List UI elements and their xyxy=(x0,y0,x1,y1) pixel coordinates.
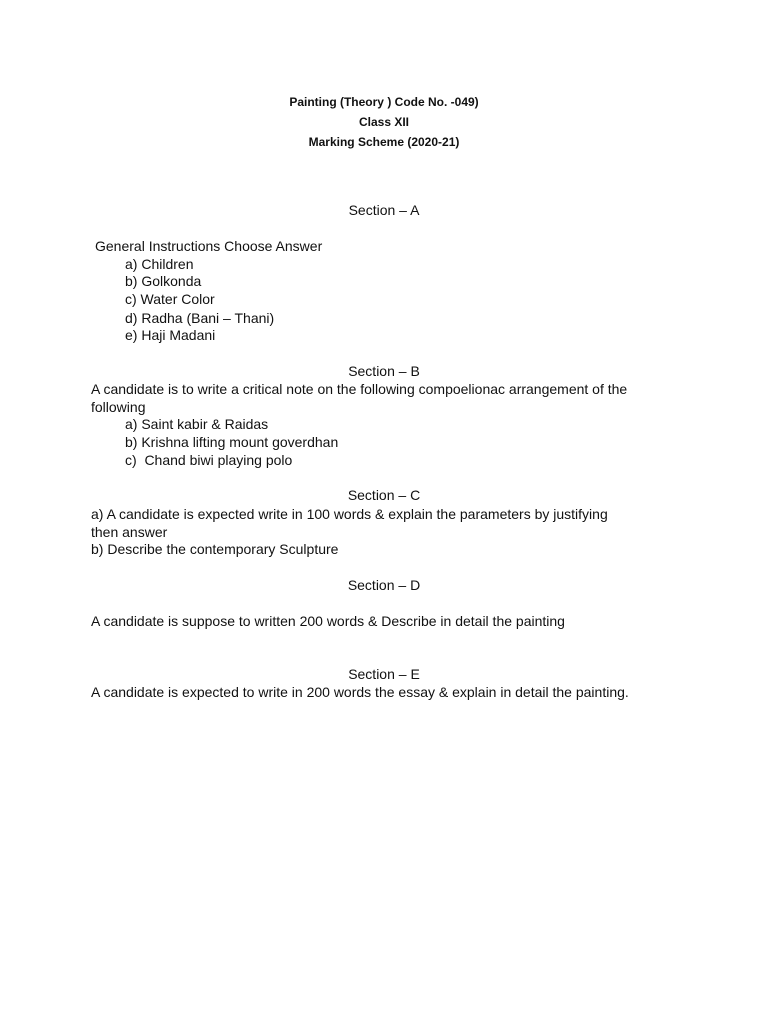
section-c-heading: Section – C xyxy=(347,487,421,503)
section-b-item: a) Saint kabir & Raidas xyxy=(125,416,269,432)
section-b-heading: Section – B xyxy=(348,363,420,379)
section-e-text: A candidate is expected to write in 200 words the essay & explain in detail the painting. xyxy=(91,684,629,700)
section-a-answer: d) Radha (Bani – Thani) xyxy=(125,310,275,326)
marking-scheme-label: Marking Scheme (2020-21) xyxy=(308,135,460,149)
section-b-item: c) Chand biwi playing polo xyxy=(125,452,293,468)
section-e-heading: Section – E xyxy=(348,666,420,682)
section-d-heading: Section – D xyxy=(347,577,421,593)
section-a-answer: e) Haji Madani xyxy=(125,327,216,343)
section-d-text: A candidate is suppose to written 200 words & Describe in detail the painting xyxy=(91,613,565,629)
section-c-text: then answer xyxy=(91,524,168,540)
section-a-intro: General Instructions Choose Answer xyxy=(95,238,323,254)
section-b-text: following xyxy=(91,399,146,415)
section-b-item: b) Krishna lifting mount goverdhan xyxy=(125,434,339,450)
section-c-text: a) A candidate is expected write in 100 words & explain the parameters by justifying xyxy=(91,506,608,522)
class-label: Class XII xyxy=(358,115,410,129)
section-a-answer: b) Golkonda xyxy=(125,273,202,289)
section-c-text: b) Describe the contemporary Sculpture xyxy=(91,541,339,557)
section-b-text: A candidate is to write a critical note on the following compoelionac arrangement of the xyxy=(91,381,628,397)
section-a-answer: c) Water Color xyxy=(125,291,215,307)
section-a-heading: Section – A xyxy=(348,202,420,218)
section-a-answer: a) Children xyxy=(125,256,194,272)
document-title: Painting (Theory ) Code No. -049) xyxy=(289,95,479,109)
